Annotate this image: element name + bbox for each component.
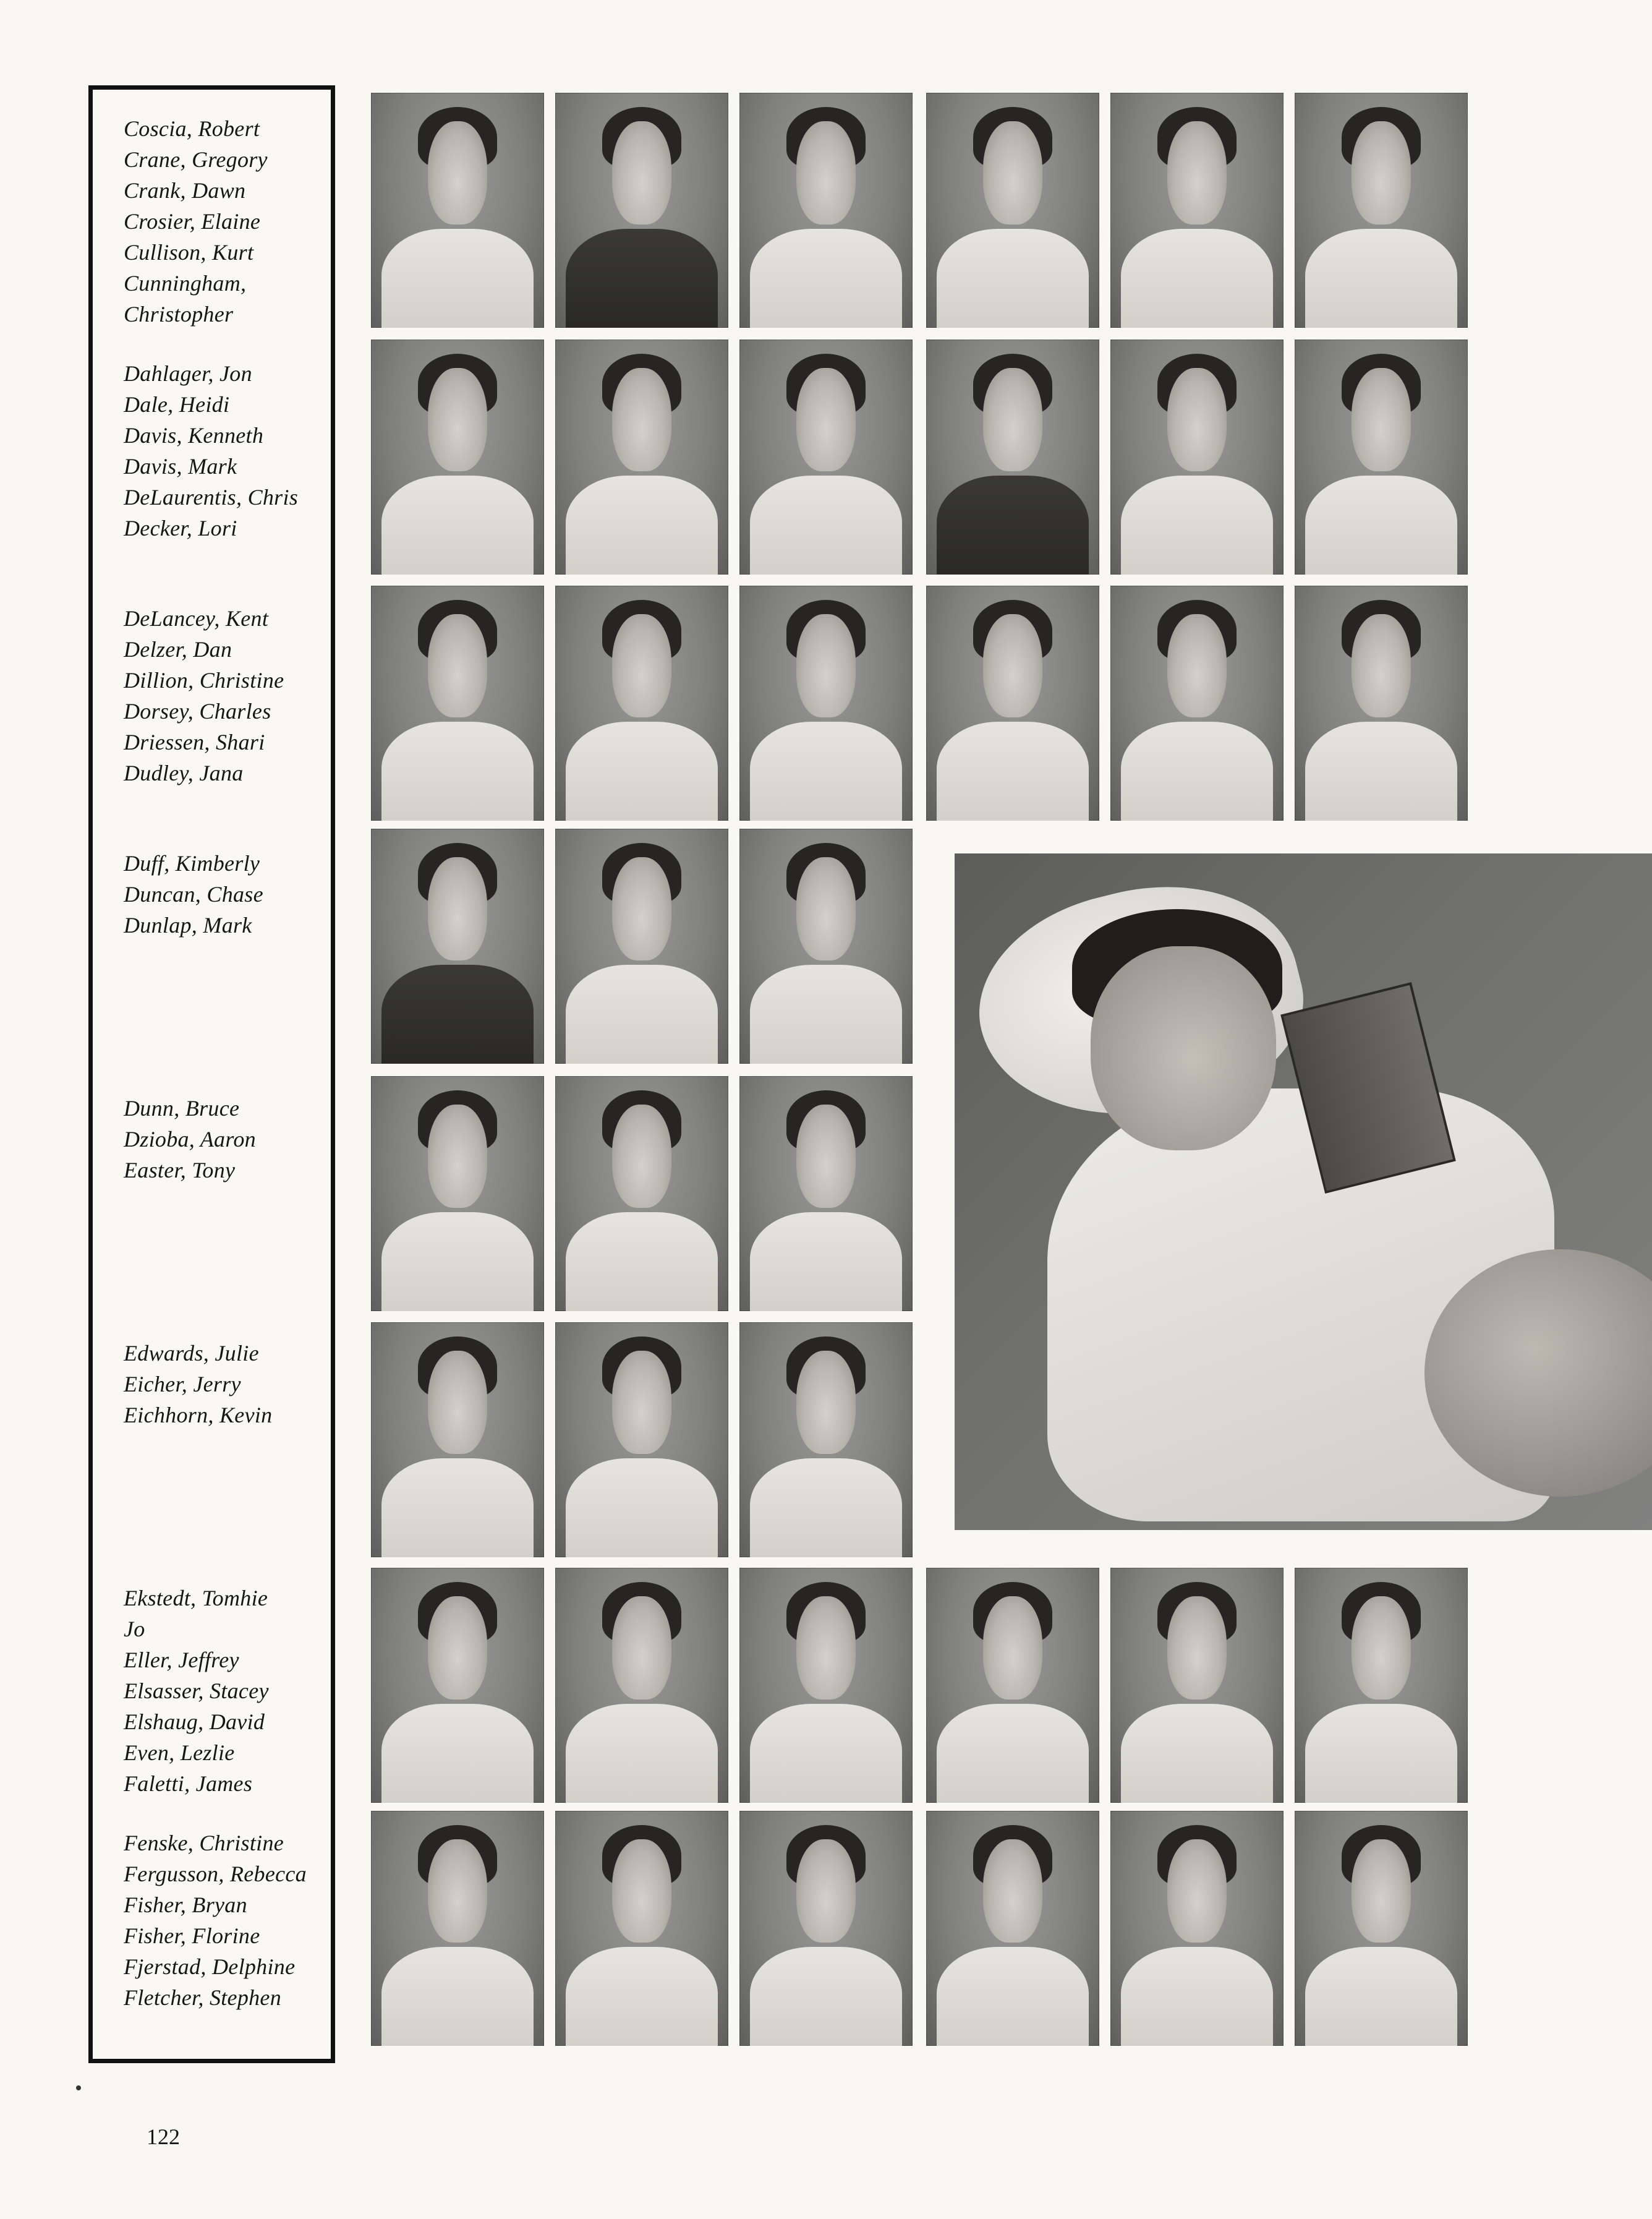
student-name: Fenske, Christine [124, 1831, 284, 1855]
portrait-head [1167, 614, 1226, 717]
student-portrait [371, 586, 544, 821]
student-portrait [1295, 1811, 1468, 2046]
student-portrait [1110, 1811, 1284, 2046]
portrait-body [1121, 722, 1273, 821]
student-name: Dunn, Bruce [124, 1096, 240, 1121]
student-portrait [555, 93, 728, 328]
portrait-body [1305, 1947, 1457, 2046]
portrait-body [1121, 1704, 1273, 1803]
portrait-head [1167, 368, 1226, 471]
portrait-head [796, 1596, 855, 1700]
portrait-head [983, 368, 1042, 471]
portrait-body [1121, 229, 1273, 328]
student-name: Fletcher, Stephen [124, 1985, 282, 2010]
portrait-body [566, 965, 718, 1064]
student-portrait [555, 1811, 728, 2046]
student-name: DeLaurentis, Chris [124, 485, 299, 510]
portrait-body [750, 1212, 902, 1311]
student-portrait [1295, 586, 1468, 821]
student-name: Crane, Gregory [124, 147, 268, 172]
portrait-head [612, 1105, 671, 1208]
student-name: DeLancey, Kent [124, 606, 269, 631]
student-name: Fisher, Florine [124, 1923, 260, 1948]
student-name: Elshaug, David [124, 1709, 265, 1734]
portrait-body [750, 1458, 902, 1557]
student-portrait [371, 1076, 544, 1311]
student-name: Dale, Heidi [124, 392, 230, 417]
portrait-body [381, 1704, 534, 1803]
portrait-body [566, 1212, 718, 1311]
student-portrait [739, 340, 913, 575]
student-name: Driessen, Shari [124, 730, 265, 755]
portrait-head [796, 857, 855, 960]
portrait-head [1167, 121, 1226, 224]
portrait-body [750, 1947, 902, 2046]
student-name: Cullison, Kurt [124, 240, 254, 265]
portrait-body [1305, 229, 1457, 328]
student-portrait [926, 1811, 1099, 2046]
student-portrait [739, 1811, 913, 2046]
student-name: Duncan, Chase [124, 882, 263, 907]
student-portrait [926, 93, 1099, 328]
student-name: Edwards, Julie [124, 1341, 259, 1366]
student-portrait [1295, 1568, 1468, 1803]
portrait-head [612, 1839, 671, 1943]
student-name: Crosier, Elaine [124, 209, 261, 234]
name-group-4 [124, 848, 328, 941]
portrait-head [796, 1105, 855, 1208]
portrait-head [796, 121, 855, 224]
student-portrait [739, 93, 913, 328]
portrait-head [983, 121, 1042, 224]
portrait-head [1167, 1839, 1226, 1943]
portrait-head [428, 614, 487, 717]
student-portrait [926, 340, 1099, 575]
portrait-body [1305, 1704, 1457, 1803]
portrait-body [937, 722, 1089, 821]
portrait-head [612, 368, 671, 471]
student-portrait [1110, 1568, 1284, 1803]
portrait-head [796, 1351, 855, 1454]
student-portrait [555, 1568, 728, 1803]
portrait-body [381, 965, 534, 1064]
student-name: Coscia, Robert [124, 116, 260, 141]
portrait-head [428, 1105, 487, 1208]
face-shape [1091, 946, 1276, 1150]
portrait-head [796, 614, 855, 717]
name-group-1 [124, 113, 328, 330]
student-name: Elsasser, Stacey [124, 1678, 269, 1703]
student-name: Cunningham, [124, 271, 247, 296]
student-portrait [555, 1076, 728, 1311]
student-name: Dzioba, Aaron [124, 1127, 256, 1152]
student-name: Fjerstad, Delphine [124, 1954, 296, 1979]
portrait-body [1305, 476, 1457, 575]
portrait-head [612, 121, 671, 224]
student-name: Duff, Kimberly [124, 851, 260, 876]
portrait-head [612, 857, 671, 960]
student-portrait [1295, 340, 1468, 575]
portrait-head [796, 1839, 855, 1943]
portrait-head [428, 1839, 487, 1943]
student-portrait [555, 1322, 728, 1557]
student-name: Decker, Lori [124, 516, 237, 541]
student-name: Eicher, Jerry [124, 1372, 241, 1396]
portrait-head [983, 614, 1042, 717]
portrait-head [1352, 368, 1410, 471]
student-name: Ekstedt, Tomhie [124, 1586, 268, 1610]
name-group-3 [124, 603, 328, 789]
portrait-body [750, 229, 902, 328]
student-name: Crank, Dawn [124, 178, 246, 203]
portrait-body [750, 965, 902, 1064]
name-group-7 [124, 1583, 328, 1799]
student-portrait [555, 829, 728, 1064]
portrait-body [750, 1704, 902, 1803]
portrait-body [381, 1458, 534, 1557]
portrait-body [937, 476, 1089, 575]
student-name: Davis, Kenneth [124, 423, 264, 448]
name-group-2 [124, 358, 328, 544]
name-group-6 [124, 1338, 328, 1430]
student-name-list [88, 85, 335, 2063]
portrait-head [428, 121, 487, 224]
student-name: Even, Lezlie [124, 1740, 235, 1765]
portrait-head [983, 1596, 1042, 1700]
page-number: 122 [147, 2124, 180, 2149]
portrait-body [566, 1704, 718, 1803]
student-name: Christopher [124, 302, 234, 327]
portrait-body [1305, 722, 1457, 821]
candid-photo-reading [955, 853, 1652, 1530]
name-group-8 [124, 1828, 328, 2013]
portrait-body [750, 476, 902, 575]
student-portrait [926, 1568, 1099, 1803]
portrait-body [937, 1704, 1089, 1803]
student-portrait [739, 1322, 913, 1557]
portrait-body [381, 229, 534, 328]
student-portrait [371, 340, 544, 575]
portrait-body [566, 722, 718, 821]
portrait-head [612, 1351, 671, 1454]
portrait-body [566, 476, 718, 575]
student-name: Dillion, Christine [124, 668, 284, 693]
portrait-body [1121, 476, 1273, 575]
portrait-body [566, 1458, 718, 1557]
student-name: Delzer, Dan [124, 637, 232, 662]
portrait-head [1352, 121, 1410, 224]
student-portrait [926, 586, 1099, 821]
student-portrait [1110, 340, 1284, 575]
student-name: Jo [124, 1617, 145, 1641]
portrait-head [983, 1839, 1042, 1943]
student-name: Fergusson, Rebecca [124, 1862, 307, 1886]
student-name: Dorsey, Charles [124, 699, 271, 724]
portrait-body [381, 476, 534, 575]
portrait-body [937, 229, 1089, 328]
student-portrait [371, 1811, 544, 2046]
student-name: Eller, Jeffrey [124, 1648, 239, 1672]
student-portrait [739, 829, 913, 1064]
portrait-head [428, 1596, 487, 1700]
portrait-head [796, 368, 855, 471]
portrait-head [1352, 1839, 1410, 1943]
student-portrait [739, 586, 913, 821]
student-name: Dudley, Jana [124, 761, 244, 785]
name-group-5 [124, 1093, 328, 1186]
student-name: Faletti, James [124, 1771, 253, 1796]
student-name: Fisher, Bryan [124, 1892, 247, 1917]
student-portrait [1110, 586, 1284, 821]
student-name: Davis, Mark [124, 454, 237, 479]
student-portrait [1110, 93, 1284, 328]
portrait-head [612, 1596, 671, 1700]
portrait-body [566, 229, 718, 328]
student-portrait [1295, 93, 1468, 328]
portrait-head [612, 614, 671, 717]
student-portrait [371, 1322, 544, 1557]
print-speck [76, 2085, 81, 2090]
portrait-head [1352, 1596, 1410, 1700]
portrait-body [937, 1947, 1089, 2046]
portrait-head [428, 857, 487, 960]
student-portrait [555, 340, 728, 575]
portrait-head [428, 1351, 487, 1454]
student-name: Dahlager, Jon [124, 361, 252, 386]
student-portrait [371, 93, 544, 328]
portrait-body [381, 1212, 534, 1311]
student-portrait [555, 586, 728, 821]
portrait-head [1167, 1596, 1226, 1700]
student-portrait [739, 1568, 913, 1803]
student-portrait [371, 1568, 544, 1803]
portrait-body [750, 722, 902, 821]
portrait-body [566, 1947, 718, 2046]
student-portrait [739, 1076, 913, 1311]
student-name: Eichhorn, Kevin [124, 1403, 273, 1427]
student-portrait [371, 829, 544, 1064]
portrait-body [381, 722, 534, 821]
portrait-body [1121, 1947, 1273, 2046]
student-name: Easter, Tony [124, 1158, 236, 1182]
portrait-head [1352, 614, 1410, 717]
portrait-body [381, 1947, 534, 2046]
portrait-head [428, 368, 487, 471]
student-name: Dunlap, Mark [124, 913, 252, 938]
